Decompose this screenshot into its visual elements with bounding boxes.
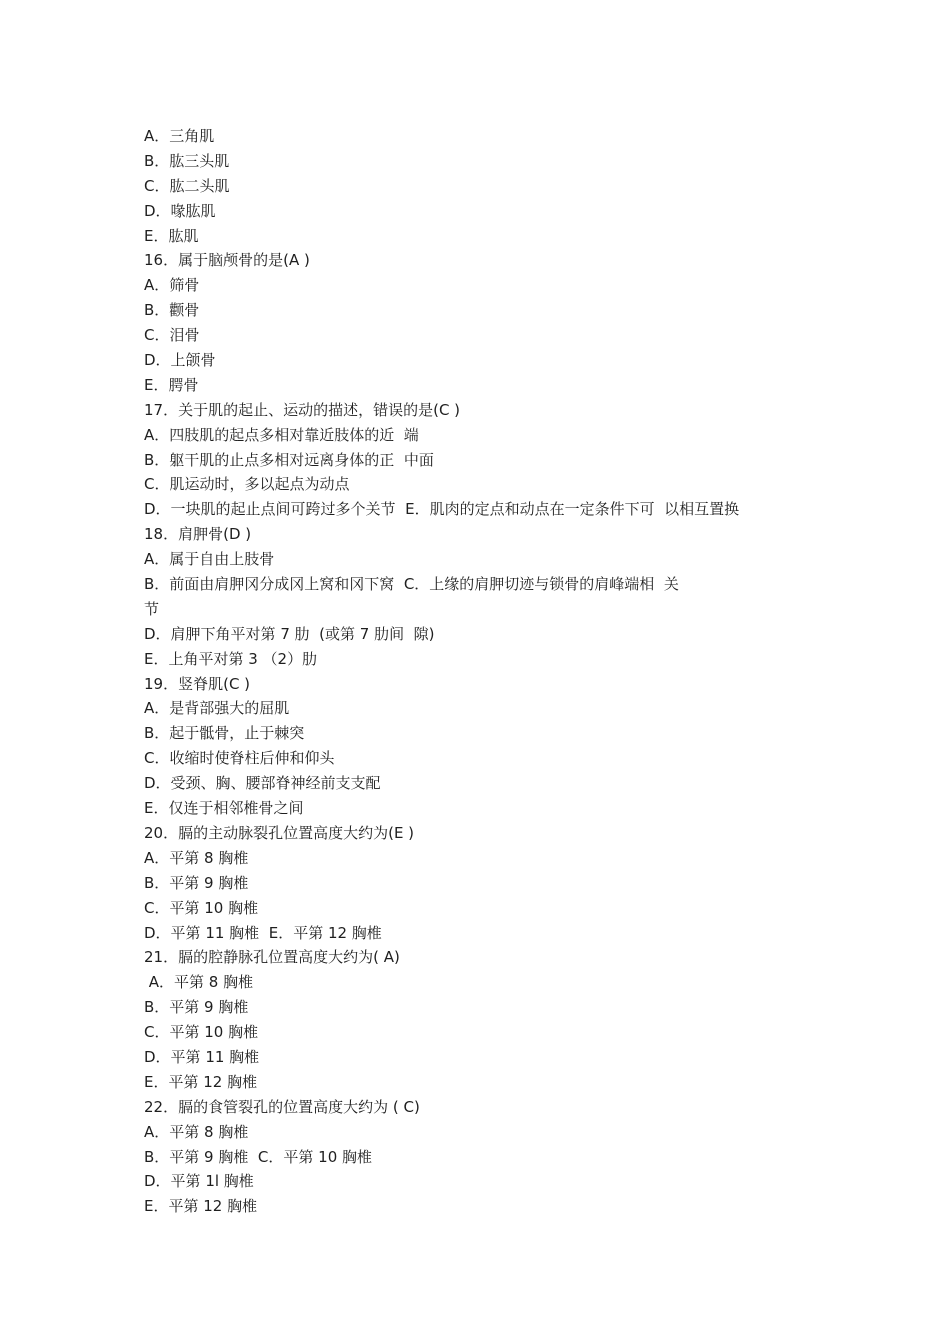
option-line: D．喙肱肌 [144, 201, 216, 220]
option-line: B．平第 9 胸椎 C．平第 10 胸椎 [144, 1147, 373, 1166]
option-line: E．肱肌 [144, 226, 199, 245]
question-line: 20．膈的主动脉裂孔位置高度大约为(E ) [144, 823, 415, 842]
option-line: B．颧骨 [144, 301, 200, 320]
option-line: B．肱三头肌 [144, 151, 230, 170]
option-line: A．四肢肌的起点多相对靠近肢体的近 端 [144, 425, 419, 444]
question-line: 19．竖脊肌(C ) [144, 674, 251, 693]
question-list [144, 124, 844, 1219]
option-line: A．属于自由上肢骨 [144, 550, 275, 569]
option-line: A．平第 8 胸椎 [144, 973, 254, 992]
option-line: E．上角平对第 3 （2）肋 [144, 649, 318, 668]
question-line: 18．肩胛骨(D ) [144, 525, 252, 544]
option-line: E．平第 12 胸椎 [144, 1072, 258, 1091]
question-line: 17．关于肌的起止、运动的描述，错误的是(C ) [144, 400, 461, 419]
option-line: D．一块肌的起止点间可跨过多个关节 E．肌肉的定点和动点在一定条件下可 以相互置换 [144, 500, 740, 519]
option-line: B．平第 9 胸椎 [144, 998, 249, 1017]
option-line: 节 [144, 599, 160, 618]
option-line: B．起于骶骨，止于棘突 [144, 724, 305, 743]
option-line: A．筛骨 [144, 276, 200, 295]
option-line: C．肌运动时，多以起点为动点 [144, 475, 350, 494]
option-line: B．平第 9 胸椎 [144, 873, 249, 892]
option-line: E．腭骨 [144, 375, 199, 394]
question-line: 22．膈的食管裂孔的位置高度大约为 ( C) [144, 1097, 420, 1116]
option-line: E．平第 12 胸椎 [144, 1197, 258, 1216]
option-line: C．肱二头肌 [144, 176, 230, 195]
option-line: A．三角肌 [144, 127, 215, 145]
option-line: C．收缩时使脊柱后伸和仰头 [144, 749, 335, 768]
option-line: D．上颌骨 [144, 351, 216, 370]
option-line: C．平第 10 胸椎 [144, 898, 259, 917]
option-line: D．平第 11 胸椎 [144, 1047, 260, 1066]
option-line: A．是背部强大的屈肌 [144, 699, 290, 718]
option-line: D．肩胛下角平对第 7 肋 (或第 7 肋间 隙) [144, 624, 435, 643]
option-line: B．躯干肌的止点多相对远离身体的正 中面 [144, 450, 434, 469]
option-line: D．平第 1l 胸椎 [144, 1172, 254, 1191]
option-line: B．前面由肩胛冈分成冈上窝和冈下窝 C．上缘的肩胛切迹与锁骨的肩峰端相 关 [144, 575, 679, 594]
option-line: C．泪骨 [144, 326, 200, 345]
option-line: E．仅连于相邻椎骨之间 [144, 799, 304, 818]
option-line: A．平第 8 胸椎 [144, 848, 249, 867]
question-line: 16．属于脑颅骨的是(A ) [144, 251, 310, 270]
option-line: D．平第 11 胸椎 E．平第 12 胸椎 [144, 923, 382, 942]
question-line: 21．膈的腔静脉孔位置高度大约为( A) [144, 948, 400, 967]
option-line: D．受颈、胸、腰部脊神经前支支配 [144, 774, 381, 793]
option-line: C．平第 10 胸椎 [144, 1023, 259, 1042]
option-line: A．平第 8 胸椎 [144, 1122, 249, 1141]
